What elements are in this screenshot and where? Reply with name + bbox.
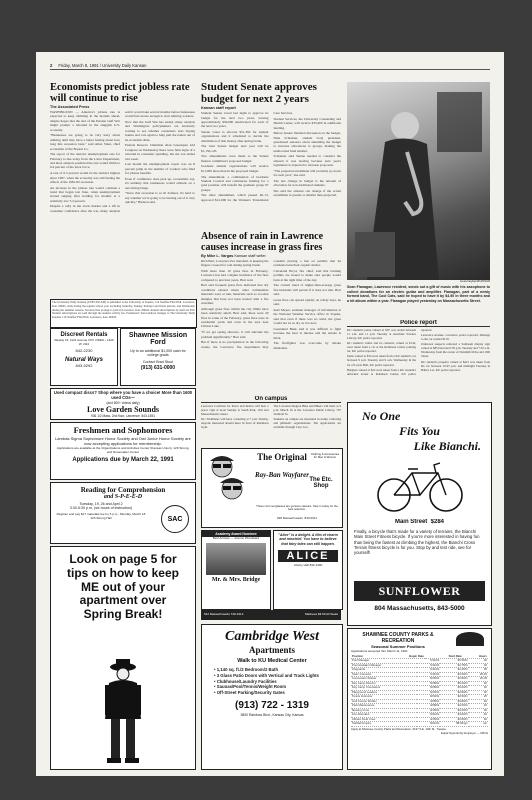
ad-mr-mrs-title: Mr. & Mrs. Bridge	[211, 577, 261, 583]
ad-parks-apps: Applications accepted thru March 11, 1991	[351, 649, 408, 653]
table-cell: Concession Worker	[351, 677, 417, 681]
ad-love-garden-note: (and 600+ videos daily)	[106, 400, 140, 405]
paragraph: Student Services, the University Counseling and Health Center, will receive $35,000 in additional funding.	[273, 116, 341, 130]
table-cell: $4.75/hr	[440, 663, 469, 667]
police-item: KU student's property valued at $415 was taken from his car between 10:45 p.m. and midnight Tuesday in Bailey Lot, KU police reported.	[421, 359, 490, 372]
table-cell: Day Camp Director	[351, 681, 417, 685]
police-item: Unknown suspects removed a Sunbeam display sign valued at $85 between 6:30 p.m. Tuesday and 7:32 a.m. Wednesday from the corner of Naismith Drive and 19th Street.	[421, 342, 490, 359]
table-cell: 40	[469, 681, 488, 685]
feature-text: 1,140 sq. ft./2 Bedroom/2 Bath	[216, 667, 279, 672]
showtimes-left: 642 Massachusetts 749-1912	[204, 612, 244, 617]
table-cell: 5/01/91	[417, 722, 441, 726]
ad-alice-footer: Liberty Hall 842-1390	[293, 563, 323, 568]
table-cell: 5/28/91	[417, 686, 441, 690]
police-report-body	[347, 328, 490, 398]
ad-bianchi-h2: Fits You	[399, 424, 440, 438]
paragraph: The other amendment, which passed 40-13, approved $12,000 for the Women's Transitional Care Services.	[201, 111, 294, 202]
ad-freshmen-body: Lambda Sigma Sophomore Honor Society and Owl Junior Honor Society are now accepting applications for membership.	[55, 436, 191, 446]
police-report	[347, 320, 490, 398]
ad-freshmen-title: Freshmen and Sophomores	[73, 425, 173, 435]
table-cell: Pool Assistant Manager	[351, 663, 417, 667]
table-cell: $4.00/hr	[440, 686, 469, 690]
paragraph: The total Senate budget next year will be $1,150,145.	[201, 144, 269, 153]
ad-reading	[50, 482, 196, 544]
table-cell: 40	[469, 717, 488, 721]
paragraph: "If we get spring showers, it will alleviate the problem significantly," Barr said.	[201, 330, 269, 339]
table-cell: 5/11/91	[417, 659, 441, 663]
ad-sunflower-bianchi	[347, 402, 492, 626]
sac-logo-icon: SAC	[161, 505, 189, 533]
ad-alice	[273, 530, 343, 610]
ad-mr-mrs-bridge	[201, 530, 271, 610]
ad-mr-mrs-sub: Best Actress — Joanne Woodward	[212, 536, 260, 541]
table-cell: var	[469, 722, 488, 726]
ad-love-garden	[50, 388, 196, 420]
paragraph: Two amendments were made to the Senate finance committee's proposed budget.	[201, 154, 269, 163]
table-cell: Day Camp Counselors	[351, 686, 417, 690]
table-cell: $4.00/hr	[440, 708, 469, 712]
feature-text: Off-Street Parking/Security Gates	[216, 690, 285, 696]
ad-freshmen-fine: Applications are available at the Organizations and Activities Center (Kansas Union), 129 Strong, and Nunemaker Center	[56, 446, 190, 454]
sunflower-logo-box	[354, 581, 485, 601]
ad-bianchi-h1: No One	[362, 409, 401, 423]
ad-reading-dates: Tuesday, 19, 26 and April 2	[79, 502, 123, 506]
ad-love-garden-name: Love Garden Sounds	[86, 404, 160, 414]
story-rain	[201, 232, 341, 392]
byline-rain	[201, 254, 341, 258]
paragraph: An increase in the jobless rate would continue a trend that began last June, when unemployment started surging after holding for months at a relatively low 5.2 percent.	[50, 185, 120, 203]
table-cell: $3.80/hr	[440, 699, 469, 703]
feature-text: Saunas/Pool/Tennis/Weight Room	[216, 684, 287, 690]
table-cell: $3.80/hr	[440, 677, 469, 681]
ad-sunflower-name: SUNFLOWER	[378, 584, 461, 598]
ad-bianchi-body: Finally, a bicycle that's made for a variety of terrains, the Bianchi Main Street Fitness bicycle. If you're more interested in having fun than being the fastest at climbing the highest, the Bianchi Cross Terrain fitness bicycle is for you. Stop by and test ride, see for yourself!	[354, 529, 480, 556]
ad-the-original	[201, 448, 343, 528]
ad-reading-place: 123 Strong Hall	[90, 515, 112, 520]
ad-discreet-phone: 842-2230	[75, 347, 93, 353]
byline-jobless: The Associated Press	[50, 105, 90, 110]
ad-shawnee-phone: (913) 631-0000	[140, 365, 176, 372]
byline-rain-title: Kansan staff writer	[234, 254, 266, 258]
ad-freshmen-deadline: Applications due by March 22, 1991	[72, 456, 174, 463]
feature-item: • Saunas/Pool/Tennis/Weight Room	[214, 684, 287, 690]
police-report-title: Police report	[347, 320, 490, 327]
feature-item: • 1,140 sq. ft./2 Bedroom/2 Bath	[214, 667, 279, 672]
feature-text: Clubhouse/Laundry Facilities	[216, 678, 277, 684]
movie-still-icon	[206, 543, 266, 575]
table-cell: $5.50/hr	[440, 659, 469, 663]
ad-original-sub: The Etc. Shop	[309, 477, 333, 489]
paragraph: Grass fires can spread rapidly on windy days, he said.	[273, 297, 341, 307]
table-cell: 40	[469, 690, 488, 694]
table-cell: $4.00/hr	[440, 713, 469, 717]
ad-original-fine: These retro sunglasses are genuine classics. Stop in today for the best selection.	[256, 504, 338, 512]
page-header	[50, 63, 490, 70]
paragraph: Kurt Meyer, assistant manager of information at the National Weather Service office in Topeka, said that even if there was no wind, the grass would not be as dry as it is now.	[273, 307, 341, 326]
table-cell: $5.00/hr	[440, 681, 469, 685]
table-cell: Park Maintenance	[351, 704, 417, 708]
table-cell: 6/03/91	[417, 690, 441, 694]
ad-look-page5	[50, 546, 196, 770]
sunglasses-faces-icon	[206, 453, 252, 501]
paragraph: But if there is no precipitation in the following weeks, the Lawrence fire department may consider placing a ban on permits that let residents burn their organic matter.	[201, 259, 341, 349]
ad-reading-subtitle: and S-P-E-E-D	[103, 494, 143, 500]
campus-item: KU Triathletes will have a meeting at 7 p.m. Sunday. Anyone interested should meet in front of Robinson Gym.	[201, 417, 269, 430]
ad-alice-title: ALICE	[278, 550, 338, 562]
ad-bianchi-price: $284	[430, 519, 445, 525]
ad-cambridge-west	[201, 624, 343, 770]
paragraph: Federal Reserve Chairman Alan Greenspan told Congress on Wednesday there were faint signs of a rebound in consumer spending, but the war ended last week.	[125, 143, 195, 161]
positions-rows	[351, 659, 488, 726]
ad-original-name: The Original	[257, 452, 307, 462]
paragraph: Schreiner said Senate needed to consider the amount it was leaving because next year's legislature is expected to increase proposals.	[273, 154, 341, 168]
byline-rain-name: By Mike L. Vargas	[201, 254, 234, 258]
table-cell: $3.80/hr	[440, 690, 469, 694]
ad-cambridge-walk: Walk to KU Medical Center	[237, 658, 307, 664]
table-cell: 40	[469, 659, 488, 663]
ad-look-text: Look on page 5 for tips on how to keep ME out of your apartment over Spring Break!	[66, 552, 179, 622]
paragraph: "The projected enrollment will probably go down for next year," she said.	[273, 168, 341, 178]
ad-shawnee-name: Shawnee Mission Ford	[128, 332, 188, 346]
dateline: Friday, March 8, 1991 / University Daily Kansan	[58, 63, 147, 68]
ad-parks-table-wrap	[348, 655, 491, 727]
feature-item: • Clubhouse/Laundry Facilities	[214, 678, 277, 684]
paragraph: The report of the nation's unemployment rate for February is due today from the Labor Department, and most analysts predicted the rate would climb to 6.4 percent of the labor force.	[50, 152, 120, 170]
ad-natural-ways-name: Natural Ways	[65, 356, 103, 363]
ad-love-garden-lead: Used compact discs? Shop where you have a choice! More than 1600 used CDs—	[53, 390, 193, 401]
paragraph: Before Senate finalized discussion on the budget, Nina Schreiner, student body president, questioned senators about amending the budget to increase allocations to groups, making the unallocated fund smaller.	[273, 131, 341, 153]
on-campus-body	[201, 404, 341, 446]
table-cell: Golf Course Worker	[351, 699, 417, 703]
campus-item: The Lawrence Region Bike and Hikers will meet at 6 p.m. March 16 at the Lawrence Public Library, 707 Vermont St.	[273, 404, 341, 417]
ad-shawnee-line: Contact Brad Stout	[142, 359, 174, 364]
paragraph: Senate voted to allocate $51,394 for student organizations and it scheduled to decide the distribution of that money after spring break.	[201, 129, 269, 143]
ad-original-tagline: Ray-Ban Wayfarer	[255, 471, 309, 479]
story-senate	[201, 82, 341, 242]
police-item: Burglars valued at $22 were taken from a KU student's unlocked locker at Robinson Center, KU police reported.	[347, 328, 433, 376]
table-cell: 5/28/91	[417, 681, 441, 685]
paragraph: With more than 10 grass fires in February, Lawrence has had a higher incidence of the fires compared to previous years, Barr said.	[201, 269, 269, 282]
on-campus	[201, 396, 341, 446]
body-senate	[201, 111, 341, 233]
table-cell: 40	[469, 704, 488, 708]
table-cell: 40	[469, 708, 488, 712]
table-cell: 35	[469, 668, 488, 672]
paragraph: The amendment, a combination of Graduate Student Council and continuous funding for a grad position, will benefit the graduate group 67 groups.	[201, 174, 269, 192]
table-cell: $4.50/hr	[440, 695, 469, 699]
feature-text: 3 Glass Patio Doors with Vertical and Track Lights	[216, 672, 319, 678]
table-cell: 20-35	[469, 677, 488, 681]
ad-reading-register: Register and pay $17 materials fee by 5 p.m., Monday, March 18	[56, 511, 146, 516]
feature-item: • 3 Glass Patio Doors with Vertical and Track Lights	[214, 672, 319, 678]
police-item: Items valued at $34 were taken from a KU student's car between 9 p.m. Tuesday and 9 a.m. Wednesday in the lot of Lewis Hall, KU police reported.	[347, 354, 416, 367]
paragraph: Graduate student organizations will receive $11,000 more than in the proposed budget.	[201, 164, 269, 173]
table-cell: $4.00/hr	[440, 704, 469, 708]
saxophonist-photo-icon	[347, 82, 490, 280]
col-header: Position	[351, 655, 384, 659]
parks-logo-icon	[456, 632, 484, 646]
table-cell: 5/11/91	[417, 668, 441, 672]
paragraph: Although grass fires within the city limits have been relatively small, Barr said, there were 20 fires in some of the February, grass fires were in residential yards and even in the area near Clinton Lake.	[201, 306, 269, 329]
photo-credit	[347, 280, 490, 283]
table-cell: Softball Umpire	[351, 722, 417, 726]
paragraph: She said the amount can change if the actual enrollment is greater or smaller than projected.	[273, 188, 341, 198]
table-cell: Swim Instructor	[351, 672, 417, 676]
table-cell: 5/11/91	[417, 663, 441, 667]
table-cell: 4/15/91	[417, 717, 441, 721]
man-illustration-icon	[95, 657, 151, 765]
showtimes-bar	[201, 610, 341, 620]
paragraph: Despite a rally in the stock market and a lift in consumer confidence after the war, many analysts said it would take several months before businesses would feel secure enough to start rehiring workers.	[50, 110, 195, 213]
headline-jobless: Economists predict jobless rate will continue to rise	[50, 82, 190, 105]
table-cell: 4/15/91	[417, 708, 441, 712]
ad-shawnee-mission-ford	[120, 328, 196, 386]
body-rain	[201, 259, 341, 389]
photo-caption: Sean Flanagan, Lawrence resident, sends out a gift of music with his saxophone to collect donations for an electric guitar and amplifier. Flanagan, part of a newly formed band, The Cool Cats, said he hoped to have it by $4.50 in three months and a hit album within a year. Flanagan played yesterday on Massachusetts Street.	[347, 285, 490, 304]
masthead-box	[50, 299, 197, 328]
campus-item: Students on campus are interested in stamp collecting and philatelic organizations. The applications are available through Cary Cox.	[273, 417, 341, 430]
page-number: 2	[50, 63, 53, 68]
ad-cambridge-phone: (913) 722 - 1319	[235, 699, 309, 711]
table-row	[351, 722, 488, 726]
ad-original-phone: 843-0611	[304, 516, 317, 520]
table-cell: 25-40	[469, 672, 488, 676]
ad-freshmen-sophomores	[50, 422, 196, 480]
table-cell: 4/08/91	[417, 699, 441, 703]
body-jobless	[50, 110, 195, 278]
paragraph: Student Senate voted last night to approve its budget for the next two years, leaving approximately $39,000 unallocated for each of the next two years.	[201, 111, 269, 129]
masthead-text: The University Daily Kansan (USPS 650-640) is published at the University of Kansas, 119 Stauffer-Flint Hall, Lawrence, Kan. 66045, daily during the regular school year excluding Saturday, Sunday, holidays and finals periods, and Wednesday during the summer session. Second-class postage is paid in Lawrence, Kan. 66044. Annual subscriptions by mail are $50. Student subscriptions are paid through the student activity fee. Postmaster: Send address changes to The University Daily Kansan, 119 Stauffer-Flint Hall, Lawrence, Kan. 66045.	[52, 300, 195, 320]
ad-shawnee-parks	[347, 628, 492, 770]
paragraph: A rate of 6.3 percent would be the nation's highest since 1987, when the economy was still feeling the effects of the 1981-82 recession.	[50, 171, 120, 184]
table-cell: 5/25/91	[417, 677, 441, 681]
ad-bianchi-price-row	[348, 519, 491, 525]
ad-cambridge-features	[202, 667, 342, 696]
ad-cambridge-subtitle: Apartments	[249, 645, 295, 655]
table-cell: $8.00/gm	[440, 722, 469, 726]
ad-natural-ways-phone: 843-9292	[75, 362, 93, 368]
ad-alice-quote: "Alice" is a delight. A film of charm and mischief. You have to believe that fairy tales can still happen.	[278, 533, 338, 546]
table-cell: 6/03/91	[417, 695, 441, 699]
police-item: KU student's wallet and its contents, valued at $134, were taken from a car at the Robinson Center parking lot, KU police reported.	[347, 341, 416, 354]
paragraph: Barr said frequent grass fires indicated that dry conditions existed where other combustible materials were at risk, materials such as wooden shingles that have not been treated with a fire retardant.	[201, 283, 269, 306]
paragraph: Now that the Gulf War has ended, many analysts and Washington policymakers are anxiously waiting to see whether consumers start buying homes and cars again to help pull the nation out of its economic slide.	[125, 120, 195, 142]
ad-bianchi-model: Main Street	[394, 519, 428, 525]
col-header: Begin Date	[384, 655, 425, 659]
paragraph: Last month the unemployment report was an 8 percent jump in the number of workers who filed for jobless benefits.	[125, 162, 195, 176]
table-cell: Lifeguards	[351, 668, 417, 672]
headline-rain: Absence of rain in Lawrence causes increase in grass fires	[201, 232, 324, 253]
ad-parks-fine: Apply at Shawnee County Parks and Recreation, 3137 S.E. 10th St., Topeka.	[351, 726, 447, 731]
ad-bianchi-h3: Like Bianchi.	[413, 439, 481, 453]
col-header: Hours	[463, 655, 488, 659]
table-cell: Mowing Crew	[351, 708, 417, 712]
paragraph: The current trend of higher-than-average grass fire incidents will persist if it does not rain, Barr said.	[273, 283, 341, 297]
table-cell: Playground Leaders	[351, 690, 417, 694]
photo-credit-text: Liesa Neyland/KANSAN	[459, 280, 490, 283]
table-cell: 40	[469, 686, 488, 690]
paragraph: "Businesses are going to be very leery about rehiring until they have a better feeling about how long this recession lasts," said Allen Sinai, chief economist of the Boston Co.	[50, 133, 120, 151]
table-cell: 40	[469, 713, 488, 717]
ad-cambridge-addr: 3800 Rainbow Blvd., Kansas City, Kansas	[240, 712, 304, 717]
table-cell: $4.25/hr	[440, 668, 469, 672]
ad-reading-title: Reading for Comprehension	[80, 486, 166, 494]
ad-cambridge-title: Cambridge West	[225, 629, 319, 644]
ad-discreet-name: Discreet Rentals	[60, 332, 108, 338]
story-jobless	[50, 82, 195, 296]
police-item: KU student's purse valued at $97 was stolen between 11 a.m. and 11 p.m. Tuesday at Anschutz Science Library, KU police reported.	[347, 328, 416, 341]
table-cell: 5/01/91	[417, 713, 441, 717]
table-cell: Pool Manager	[351, 659, 417, 663]
paragraph: WASHINGTON — America's jobless rate is expected to keep climbing in the months ahead, despite hopes that the end of the Persian Gulf War might prompt a rebound in the sluggish U.S. economy.	[50, 110, 120, 132]
ad-love-garden-addr: 936 1/2 Mass. 2nd floor, Lawrence	[91, 413, 140, 418]
paragraph: Even if confidence does pick up, economists say, it's unlikely that businesses would embark on a new hiring binge.	[125, 176, 195, 190]
campus-item: Lawrence Coalition for Peace and Justice will host a peace vigil at noon Sunday at South Park, 11th and Massachusetts streets.	[201, 404, 269, 417]
ad-parks-sub: Seasonal Summer Positions	[371, 644, 425, 649]
paragraph: Rich Barr, Lawrence fire marshall, is keeping his fingers crossed for rain during spring break.	[201, 259, 269, 268]
ad-discreet-rentals	[50, 328, 118, 386]
newspaper-page	[36, 52, 504, 776]
paragraph: Greenland Bank said it was difficult to fight because the heat is intense and the smoke is thick.	[273, 326, 341, 340]
headline-senate: Student Senate approves budget for next 2 years	[201, 82, 317, 105]
bicycle-icon	[374, 459, 466, 515]
col-header: Start Rate	[425, 655, 463, 659]
table-cell: Athletic Field Crew	[351, 717, 417, 721]
paragraph: Cleveland Boyd, fire chief, said that burning permits are issued to make sure people would burn at the right time of the day.	[273, 269, 341, 282]
table-cell: 40	[469, 699, 488, 703]
ad-shawnee-line: college grads	[147, 353, 169, 358]
ad-sunflower-addr: 804 Massachusetts, 843-5000	[374, 605, 465, 612]
ad-love-garden-phone: 843-1551	[141, 413, 155, 418]
table-cell: $3.80/hr	[440, 717, 469, 721]
table-cell: $4.50/hr	[440, 672, 469, 676]
on-campus-title: On campus	[201, 396, 341, 403]
table-cell: Zoo Attendant	[351, 713, 417, 717]
ad-reading-times: 3:30-5:30 p.m. (six hours of instruction)	[69, 506, 133, 511]
ad-original-store: Clothing & Accessories for Men & Women	[310, 452, 340, 460]
table-cell: 25	[469, 695, 488, 699]
ad-parks-title: SHAWNEE COUNTY PARKS & RECREATION	[362, 632, 434, 644]
paragraph: The firefighter was overcome by smoke inhalation.	[273, 341, 341, 350]
paragraph: The last change in budget is the amount of allocation for non-traditional students.	[273, 178, 341, 188]
byline-senate: Kansan staff report	[201, 106, 236, 111]
table-cell: 5/11/91	[417, 672, 441, 676]
table-cell: 40	[469, 663, 488, 667]
showtimes-right: Matinees $3.50 All Seats	[304, 612, 338, 617]
photo-saxophonist	[347, 82, 490, 280]
feature-item: • Off-Street Parking/Security Gates	[214, 690, 285, 696]
ad-parks-eoe: Equal Opportunity Employer — M/F/H	[441, 730, 488, 735]
table-cell: 4/08/91	[417, 704, 441, 708]
table-cell: Tennis Instructor	[351, 695, 417, 699]
ad-shawnee-line: Up to an additional $1,000 cash for	[130, 349, 186, 353]
ad-mr-mrs-banner: Academy Award Nominee	[202, 531, 270, 537]
ad-discreet-details: Weekly 15, 1121 Avenue XXX VIDEO • 1426 W. 23rd	[54, 338, 114, 346]
ad-original-addr: 928 Massachusetts	[277, 516, 303, 520]
police-item: Lawrence Avenue. Lawrence police reported. Damage to the car totaled $150.	[421, 333, 490, 342]
paragraph: "Since this recession is so ill defined, it's hard to say whether we're going to be turning out of it very quickly," Hudson said.	[125, 191, 195, 204]
